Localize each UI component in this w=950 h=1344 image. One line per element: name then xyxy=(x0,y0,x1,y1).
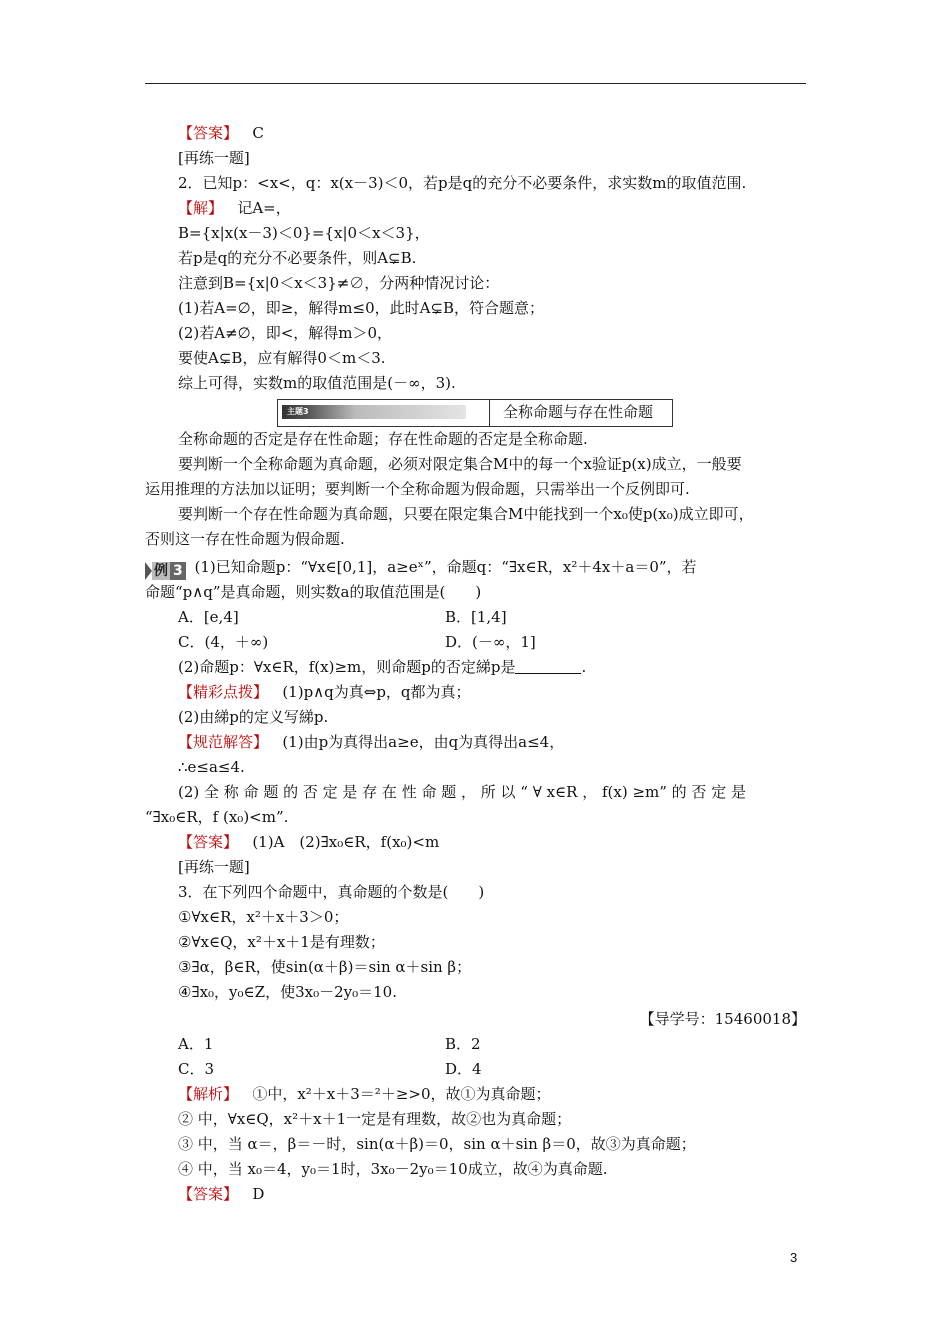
q3-option-a: A．1 xyxy=(178,1035,214,1053)
page-number: 3 xyxy=(790,1250,798,1265)
example-option-d: D．(－∞，1] xyxy=(445,633,536,651)
answer-line-1 xyxy=(178,123,264,143)
solution-line-7: 要使A⊊B，应有解得0＜m＜3. xyxy=(178,349,386,367)
example-line-2: 命题“p∧q”是真命题，则实数a的取值范围是( ) xyxy=(145,583,482,601)
example-text-1: (1)已知命题p：“∀x∈[0,1]，a≥eˣ”，命题q：“∃x∈R，x²＋4x＋a＝0”，若 xyxy=(194,558,697,576)
paragraph-3b: 否则这一存在性命题为假命题. xyxy=(145,530,345,548)
example-option-c: C．(4，＋∞) xyxy=(178,633,269,651)
hint-text-1: (1)p∧q为真⇔p，q都为真； xyxy=(282,683,471,701)
example-answer-line xyxy=(178,832,439,852)
standard-line-4: “∃x₀∈R，f (x₀)<m”. xyxy=(145,808,289,826)
q3-analysis-4: ④ 中，当 x₀＝4，y₀＝1时，3x₀－2y₀＝10成立，故④为真命题. xyxy=(178,1160,608,1178)
solution-tag: 【解】 xyxy=(178,199,224,217)
answer-value: C xyxy=(252,124,264,142)
paragraph-1: 全称命题的否定是存在性命题；存在性命题的否定是全称命题. xyxy=(178,430,588,448)
standard-line-1 xyxy=(178,732,564,752)
paragraph-3a: 要判断一个存在性命题为真命题，只要在限定集合M中能找到一个x₀使p(x₀)成立即可， xyxy=(178,505,754,523)
standard-text-1: (1)由p为真得出a≥e，由q为真得出a≤4， xyxy=(282,733,565,751)
hint-tag: 【精彩点拨】 xyxy=(178,683,269,701)
example-label: 例 xyxy=(154,563,168,579)
q3-answer-line xyxy=(178,1184,264,1204)
q3-analysis-3: ③ 中，当 α＝，β＝－时，sin(α＋β)＝0，sin α＋sin β＝0，故③为真命题； xyxy=(178,1135,696,1153)
q3-option-c: C．3 xyxy=(178,1060,215,1078)
q3-item-4: ④∃x₀，y₀∈Z，使3x₀－2y₀＝10. xyxy=(178,983,397,1001)
example-answer: (1)A (2)∃x₀∈R，f(x₀)<m xyxy=(252,833,440,851)
solution-line-4: 注意到B={x|0＜x＜3}≠∅，分两种情况讨论： xyxy=(178,274,500,292)
practice-label: [再练一题] xyxy=(178,858,250,876)
answer-tag: 【答案】 xyxy=(178,833,239,851)
example-badge xyxy=(145,562,186,580)
answer-tag: 【答案】 xyxy=(178,124,239,142)
example-number: 3 xyxy=(170,562,186,580)
analysis-tag: 【解析】 xyxy=(178,1085,239,1103)
example-text-3: (2)命题p：∀x∈R，f(x)≥m，则命题p的否定綈p是 xyxy=(178,658,516,676)
standard-line-3: (2) 全 称 命 题 的 否 定 是 存 在 性 命 题 ， 所 以 “ ∀ x∈R ， f(x) ≥m” 的 否 定 是 xyxy=(178,783,746,801)
solution-line-2: B={x|x(x－3)＜0}={x|0＜x＜3}， xyxy=(178,224,430,242)
header-rule xyxy=(145,83,806,84)
solution-line-6: (2)若A≠∅，即<，解得m＞0， xyxy=(178,324,393,342)
solution-line-3: 若p是q的充分不必要条件，则A⊊B. xyxy=(178,249,417,267)
topic-header xyxy=(277,399,673,427)
guide-number: 【导学号：15460018】 xyxy=(639,1010,806,1028)
q3-option-b: B．2 xyxy=(445,1035,481,1053)
q3-item-2: ②∀x∈Q，x²＋x＋1是有理数； xyxy=(178,933,385,951)
solution-line-8: 综上可得，实数m的取值范围是(－∞，3). xyxy=(178,374,456,392)
q3-item-3: ③∃α，β∈R，使sin(α＋β)＝sin α＋sin β； xyxy=(178,958,472,976)
paragraph-2b: 运用推理的方法加以证明；要判断一个全称命题为假命题，只需举出一个反例即可. xyxy=(145,480,690,498)
example-text-3-end: . xyxy=(581,658,587,676)
q3-option-d: D．4 xyxy=(445,1060,482,1078)
analysis-text-1: ①中，x²＋x＋3＝²＋≥>0，故①为真命题； xyxy=(252,1085,551,1103)
standard-tag: 【规范解答】 xyxy=(178,733,269,751)
paragraph-2a: 要判断一个全称命题为真命题，必须对限定集合M中的每一个x验证p(x)成立，一般要 xyxy=(178,455,742,473)
solution-line-1 xyxy=(178,198,291,218)
question-2: 2．已知p：<x<，q：x(x－3)＜0，若p是q的充分不必要条件，求实数m的取值范围. xyxy=(178,174,747,192)
solution-line-5: (1)若A=∅，即≥，解得m≤0，此时A⊊B，符合题意； xyxy=(178,299,545,317)
q3-analysis-1 xyxy=(178,1084,551,1104)
practice-label: [再练一题] xyxy=(178,149,250,167)
hint-line-1 xyxy=(178,682,471,702)
solution-text: 记A=， xyxy=(237,199,291,217)
answer-tag: 【答案】 xyxy=(178,1185,239,1203)
topic-title: 全称命题与存在性命题 xyxy=(503,403,654,421)
example-triangle-icon xyxy=(145,562,152,580)
hint-line-2: (2)由綈p的定义写綈p. xyxy=(178,708,329,726)
q3-analysis-2: ② 中，∀x∈Q，x²＋x＋1一定是有理数，故②也为真命题； xyxy=(178,1110,572,1128)
question-3: 3．在下列四个命题中，真命题的个数是( ) xyxy=(178,883,485,901)
standard-line-2: ∴e≤a≤4. xyxy=(178,758,245,776)
example-line-1 xyxy=(145,557,697,580)
topic-divider xyxy=(489,400,490,426)
topic-badge: 主题3 xyxy=(282,405,466,419)
example-option-a: A．[e,4] xyxy=(178,608,239,626)
q3-answer: D xyxy=(252,1185,265,1203)
q3-item-1: ①∀x∈R，x²＋x＋3＞0； xyxy=(178,908,349,926)
answer-blank xyxy=(515,659,581,674)
example-line-3 xyxy=(178,657,586,677)
example-option-b: B．[1,4] xyxy=(445,608,507,626)
